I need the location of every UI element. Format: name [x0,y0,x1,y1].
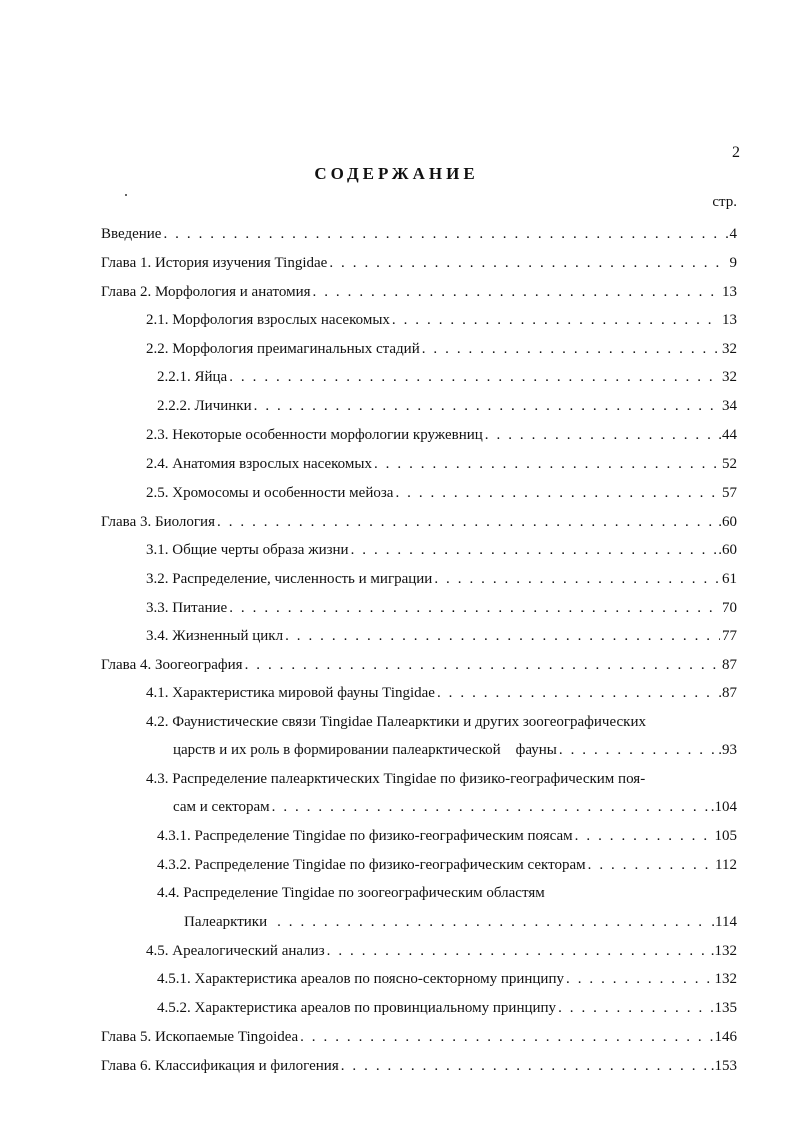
toc-entry-4-5-1[interactable] [157,969,737,989]
toc-entry-4-3-1[interactable] [157,826,737,846]
toc-entry-text: 3.1. Общие черты образа жизни [146,542,349,558]
toc-entry-chapter-1[interactable] [101,253,737,273]
toc-entry-page: 146 [714,1029,737,1045]
toc-entry-4-2-line1[interactable]: 4.2. Фаунистические связи Tingidae Палеарктики и других зоогеографических [146,714,646,730]
toc-entry-2-2[interactable] [146,339,737,359]
dot-leader [300,1027,712,1047]
toc-entry-4-3-2[interactable] [157,855,737,875]
toc-entry-chapter-5[interactable] [101,1027,737,1047]
toc-entry-text: сам и секторам [173,799,270,815]
toc-entry-page: 87 [722,657,737,673]
dot-leader [588,855,713,875]
dot-leader [229,367,720,387]
toc-entry-text: Глава 4. Зоогеография [101,657,243,673]
toc-entry-page: .153 [710,1058,737,1074]
toc-entry-2-3[interactable] [146,425,737,445]
dot-leader [351,540,717,560]
toc-entry-text: царств и их роль в формировании палеарктической фауны [173,742,557,758]
toc-entry-page: .104 [710,799,737,815]
toc-entry-chapter-2[interactable] [101,282,737,302]
toc-entry-2-5[interactable] [146,483,737,503]
toc-entry-page: 112 [715,857,737,873]
toc-entry-text: 2.2.2. Личинки [157,398,252,414]
toc-entry-2-1[interactable] [146,310,737,330]
toc-entry-4-4[interactable] [184,912,737,932]
toc-entry-2-2-2[interactable] [157,396,737,416]
toc-entry-4-5-2[interactable] [157,998,737,1018]
dot-leader [374,454,720,474]
toc-entry-chapter-3[interactable] [101,512,737,532]
toc-entry-text: Глава 6. Классификация и филогения [101,1058,339,1074]
dot-leader [341,1056,709,1076]
page-title: СОДЕРЖАНИЕ [314,164,479,183]
toc-entry-text: 2.4. Анатомия взрослых насекомых [146,456,372,472]
toc-entry-text: 4.5.2. Характеристика ареалов по провинциальному принципу [157,1000,557,1016]
toc-entry-page: 34 [722,398,737,414]
page-number: 2 [732,144,740,161]
toc-entry-intro[interactable] [101,224,737,244]
toc-entry-page: .132 [710,943,737,959]
toc-entry-3-3[interactable] [146,598,737,618]
dot-leader [217,512,716,532]
toc-entry-text: 2.2. Морфология преимагинальных стадий [146,341,420,357]
dot-leader [277,912,709,932]
toc-entry-chapter-4[interactable] [101,655,737,675]
toc-entry-page: 70 [722,600,737,616]
toc-entry-page: 32 [722,369,737,385]
dot-leader [272,797,709,817]
toc-entry-4-5[interactable] [146,941,737,961]
toc-entry-3-1[interactable] [146,540,737,560]
toc-entry-page: 13 [722,284,737,300]
dot-leader [575,826,713,846]
toc-entry-page: .60 [718,514,737,530]
dot-leader [163,224,727,244]
toc-entry-3-4[interactable] [146,626,737,646]
dot-leader [254,396,720,416]
toc-entry-text: 2.5. Хромосомы и особенности мейоза [146,485,394,501]
toc-entry-text: 4.1. Характеристика мировой фауны Tingidae [146,685,435,701]
toc-entry-2-2-1[interactable] [157,367,737,387]
toc-entry-4-1[interactable] [146,683,737,703]
toc-entry-page: 132 [714,971,737,987]
dot-leader [437,683,716,703]
toc-entry-text: 4.5. Ареалогический анализ [146,943,325,959]
dot-leader [395,483,720,503]
toc-entry-page: .60 [718,542,737,558]
dot-leader [558,998,712,1018]
toc-entry-text: 3.3. Питание [146,600,228,616]
toc-entry-4-3-line1[interactable]: 4.3. Распределение палеарктических Tingidae по физико-географическим поя- [146,771,646,787]
page-column-label: стр. [712,194,737,210]
toc-entry-text: 3.4. Жизненный цикл [146,628,284,644]
toc-entry-text: Введение [101,226,162,242]
dot-leader [422,339,720,359]
toc-entry-page: 4 [729,226,737,242]
dot-leader [327,941,709,961]
toc-entry-text: Глава 5. Ископаемые Tingoidea [101,1029,299,1045]
toc-entry-page: 9 [729,255,737,271]
toc-entry-3-2[interactable] [146,569,737,589]
toc-entry-text: 2.2.1. Яйца [157,369,228,385]
toc-entry-text: 2.1. Морфология взрослых насекомых [146,312,390,328]
toc-entry-text: Палеарктики [184,914,268,930]
toc-entry-4-3[interactable] [173,797,737,817]
toc-entry-page: 32 [722,341,737,357]
toc-entry-page: .87 [718,685,737,701]
toc-entry-page: 77 [722,628,737,644]
toc-entry-text: 3.2. Распределение, численность и миграции [146,571,433,587]
dot-leader [392,310,720,330]
toc-entry-text: Глава 2. Морфология и анатомия [101,284,311,300]
toc-entry-text: Глава 1. История изучения Tingidae [101,255,328,271]
dot-leader [434,569,720,589]
toc-entry-page: 61 [722,571,737,587]
dot-leader [285,626,720,646]
toc-entry-text: 4.3.1. Распределение Tingidae по физико-географическим поясам [157,828,573,844]
toc-entry-page: 135 [714,1000,737,1016]
toc-entry-text: Глава 3. Биология [101,514,215,530]
toc-entry-chapter-6[interactable] [101,1056,737,1076]
dot-leader [245,655,720,675]
toc-entry-page: .114 [711,914,737,930]
toc-entry-text: 4.3.2. Распределение Tingidae по физико-географическим секторам [157,857,586,873]
dot-leader [566,969,713,989]
dot-leader [313,282,720,302]
toc-entry-4-2[interactable] [173,740,737,760]
toc-entry-page: 52 [722,456,737,472]
toc-entry-4-4-line1[interactable]: 4.4. Распределение Tingidae по зоогеографическим областям [157,885,545,901]
toc-entry-text: 2.3. Некоторые особенности морфологии кружевниц [146,427,483,443]
toc-entry-page: 57 [722,485,737,501]
toc-entry-2-4[interactable] [146,454,737,474]
toc-entry-page: 105 [714,828,737,844]
toc-entry-page: 13 [722,312,737,328]
dot-leader [559,740,716,760]
dot-leader [229,598,720,618]
dot-leader [485,425,716,445]
dot-leader [329,253,727,273]
toc-entry-page: .93 [718,742,737,758]
toc-entry-text: 4.5.1. Характеристика ареалов по поясно-секторному принципу [157,971,564,987]
toc-entry-page: .44 [718,427,737,443]
